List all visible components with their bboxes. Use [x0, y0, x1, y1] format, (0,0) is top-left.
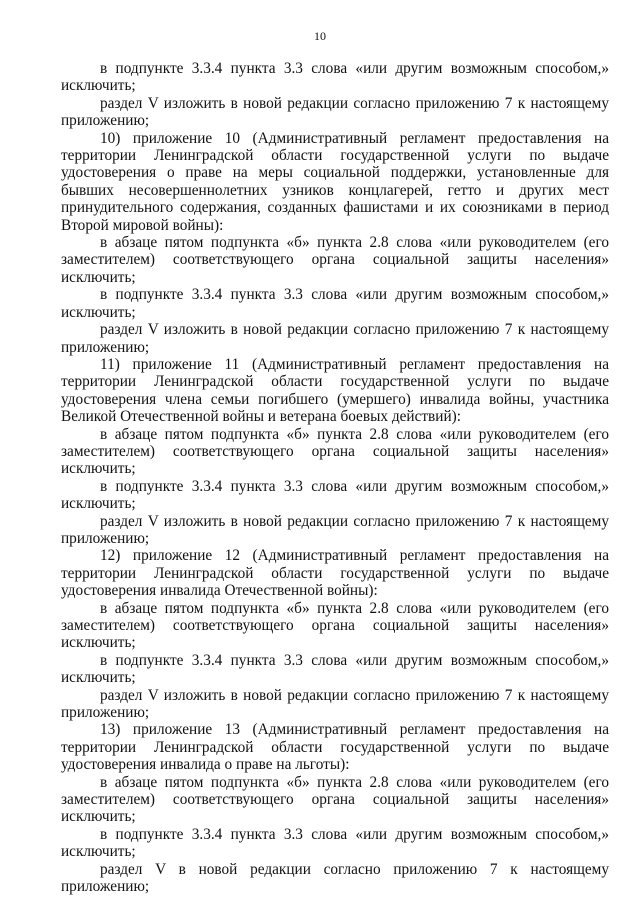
paragraph: в подпункте 3.3.4 пункта 3.3 слова «или другим возможным способом,» исключить; — [61, 60, 609, 95]
paragraph: 12) приложение 12 (Административный регламент предоставления на территории Ленинградской области государственной услуги по выдаче удостоверения инвалида Отечественной войны): — [61, 547, 609, 600]
paragraph: в подпункте 3.3.4 пункта 3.3 слова «или другим возможным способом,» исключить; — [61, 286, 609, 321]
paragraph: в абзаце пятом подпункта «б» пункта 2.8 слова «или руководителем (его заместителем) соответствующего органа социальной защиты населения» исключить; — [61, 425, 609, 478]
paragraph: в подпункте 3.3.4 пункта 3.3 слова «или другим возможным способом,» исключить; — [61, 477, 609, 513]
paragraph: раздел V изложить в новой редакции согласно приложению 7 к настоящему приложению; — [61, 321, 609, 356]
paragraph: 11) приложение 11 (Административный регламент предоставления на территории Ленинградской области государственной услуги по выдаче удостоверения члена семьи погибшего (умершего) инвалида войны, участника Великой Отечественной войны и ветерана боевых действий): — [61, 355, 609, 426]
paragraph: раздел V в новой редакции согласно приложению 7 к настоящему приложению; — [61, 860, 609, 896]
paragraph: в абзаце пятом подпункта «б» пункта 2.8 слова «или руководителем (его заместителем) соответствующего органа социальной защиты населения» исключить; — [61, 234, 609, 286]
paragraph: 10) приложение 10 (Административный регламент предоставления на территории Ленинградской области государственной услуги по выдаче удостоверения о праве на меры социальной поддержки, установленные для бывших несовершеннолетних узников концлагерей, гетто и других мест принудительного содержания, созданных фашистами и их союзниками в период Второй мировой войны): — [61, 129, 609, 234]
paragraph: в подпункте 3.3.4 пункта 3.3 слова «или другим возможным способом,» исключить; — [61, 651, 609, 687]
document-body — [61, 60, 609, 896]
page-number: 10 — [314, 29, 326, 43]
paragraph: раздел V изложить в новой редакции согласно приложению 7 к настоящему приложению; — [61, 94, 609, 130]
paragraph: 13) приложение 13 (Административный регламент предоставления на территории Ленинградской области государственной услуги по выдаче удостоверения инвалида о праве на льготы): — [61, 721, 609, 774]
paragraph: в абзаце пятом подпункта «б» пункта 2.8 слова «или руководителем (его заместителем) соответствующего органа социальной защиты населения» исключить; — [61, 599, 609, 652]
paragraph: в абзаце пятом подпункта «б» пункта 2.8 слова «или руководителем (его заместителем) соответствующего органа социальной защиты населения» исключить; — [61, 773, 609, 826]
paragraph: раздел V изложить в новой редакции согласно приложению 7 к настоящему приложению; — [61, 686, 609, 722]
paragraph: в подпункте 3.3.4 пункта 3.3 слова «или другим возможным способом,» исключить; — [61, 825, 609, 861]
paragraph: раздел V изложить в новой редакции согласно приложению 7 к настоящему приложению; — [61, 512, 609, 547]
